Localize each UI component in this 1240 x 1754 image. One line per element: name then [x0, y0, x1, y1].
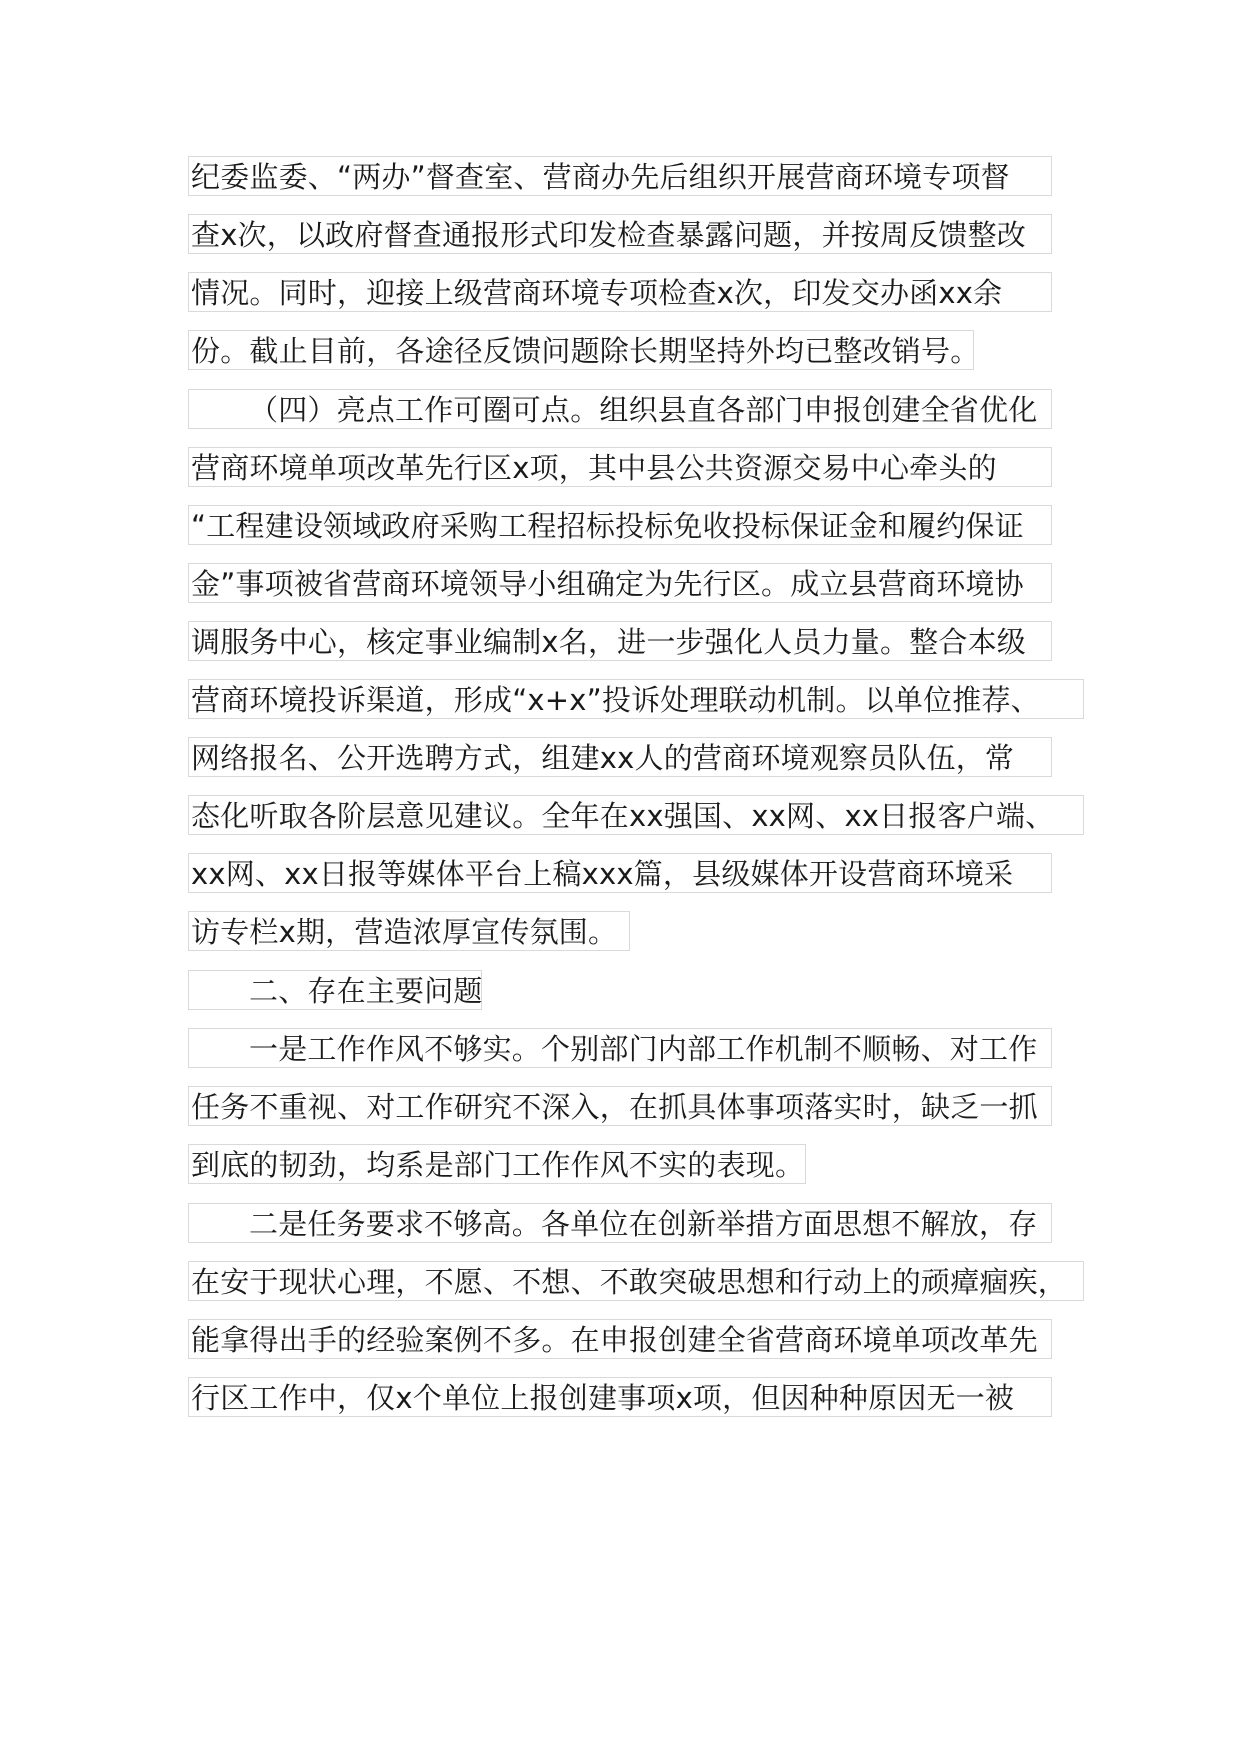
text-line: 一是工作作风不够实。个别部门内部工作机制不顺畅、对工作	[188, 1028, 1052, 1068]
text-line: 到底的韧劲，均系是部门工作作风不实的表现。	[188, 1144, 806, 1184]
text-line: 营商环境投诉渠道，形成“x+x”投诉处理联动机制。以单位推荐、	[188, 679, 1084, 719]
text-line: 调服务中心，核定事业编制x名，进一步强化人员力量。整合本级	[188, 621, 1052, 661]
text-line: 查x次，以政府督查通报形式印发检查暴露问题，并按周反馈整改	[188, 214, 1052, 254]
text-line: 二是任务要求不够高。各单位在创新举措方面思想不解放，存	[188, 1203, 1052, 1243]
text-line: 网络报名、公开选聘方式，组建xx人的营商环境观察员队伍，常	[188, 737, 1052, 777]
text-line: 情况。同时，迎接上级营商环境专项检查x次，印发交办函xx余	[188, 272, 1052, 312]
text-line: 态化听取各阶层意见建议。全年在xx强国、xx网、xx日报客户端、	[188, 795, 1084, 835]
text-line: “工程建设领域政府采购工程招标投标免收投标保证金和履约保证	[188, 505, 1052, 545]
text-line: 任务不重视、对工作研究不深入，在抓具体事项落实时，缺乏一抓	[188, 1086, 1052, 1126]
text-line: 纪委监委、“两办”督查室、营商办先后组织开展营商环境专项督	[188, 156, 1052, 196]
text-line: （四）亮点工作可圈可点。组织县直各部门申报创建全省优化	[188, 389, 1052, 429]
text-line: 访专栏x期，营造浓厚宣传氛围。	[188, 911, 630, 951]
text-line: xx网、xx日报等媒体平台上稿xxx篇，县级媒体开设营商环境采	[188, 853, 1052, 893]
section-heading: 二、存在主要问题	[188, 970, 482, 1010]
text-line: 行区工作中，仅x个单位上报创建事项x项，但因种种原因无一被	[188, 1377, 1052, 1417]
text-line: 金”事项被省营商环境领导小组确定为先行区。成立县营商环境协	[188, 563, 1052, 603]
text-line: 能拿得出手的经验案例不多。在申报创建全省营商环境单项改革先	[188, 1319, 1052, 1359]
text-line: 营商环境单项改革先行区x项，其中县公共资源交易中心牵头的	[188, 447, 1052, 487]
text-line: 在安于现状心理，不愿、不想、不敢突破思想和行动上的顽瘴痼疾，	[188, 1261, 1084, 1301]
text-line: 份。截止目前，各途径反馈问题除长期坚持外均已整改销号。	[188, 330, 974, 370]
